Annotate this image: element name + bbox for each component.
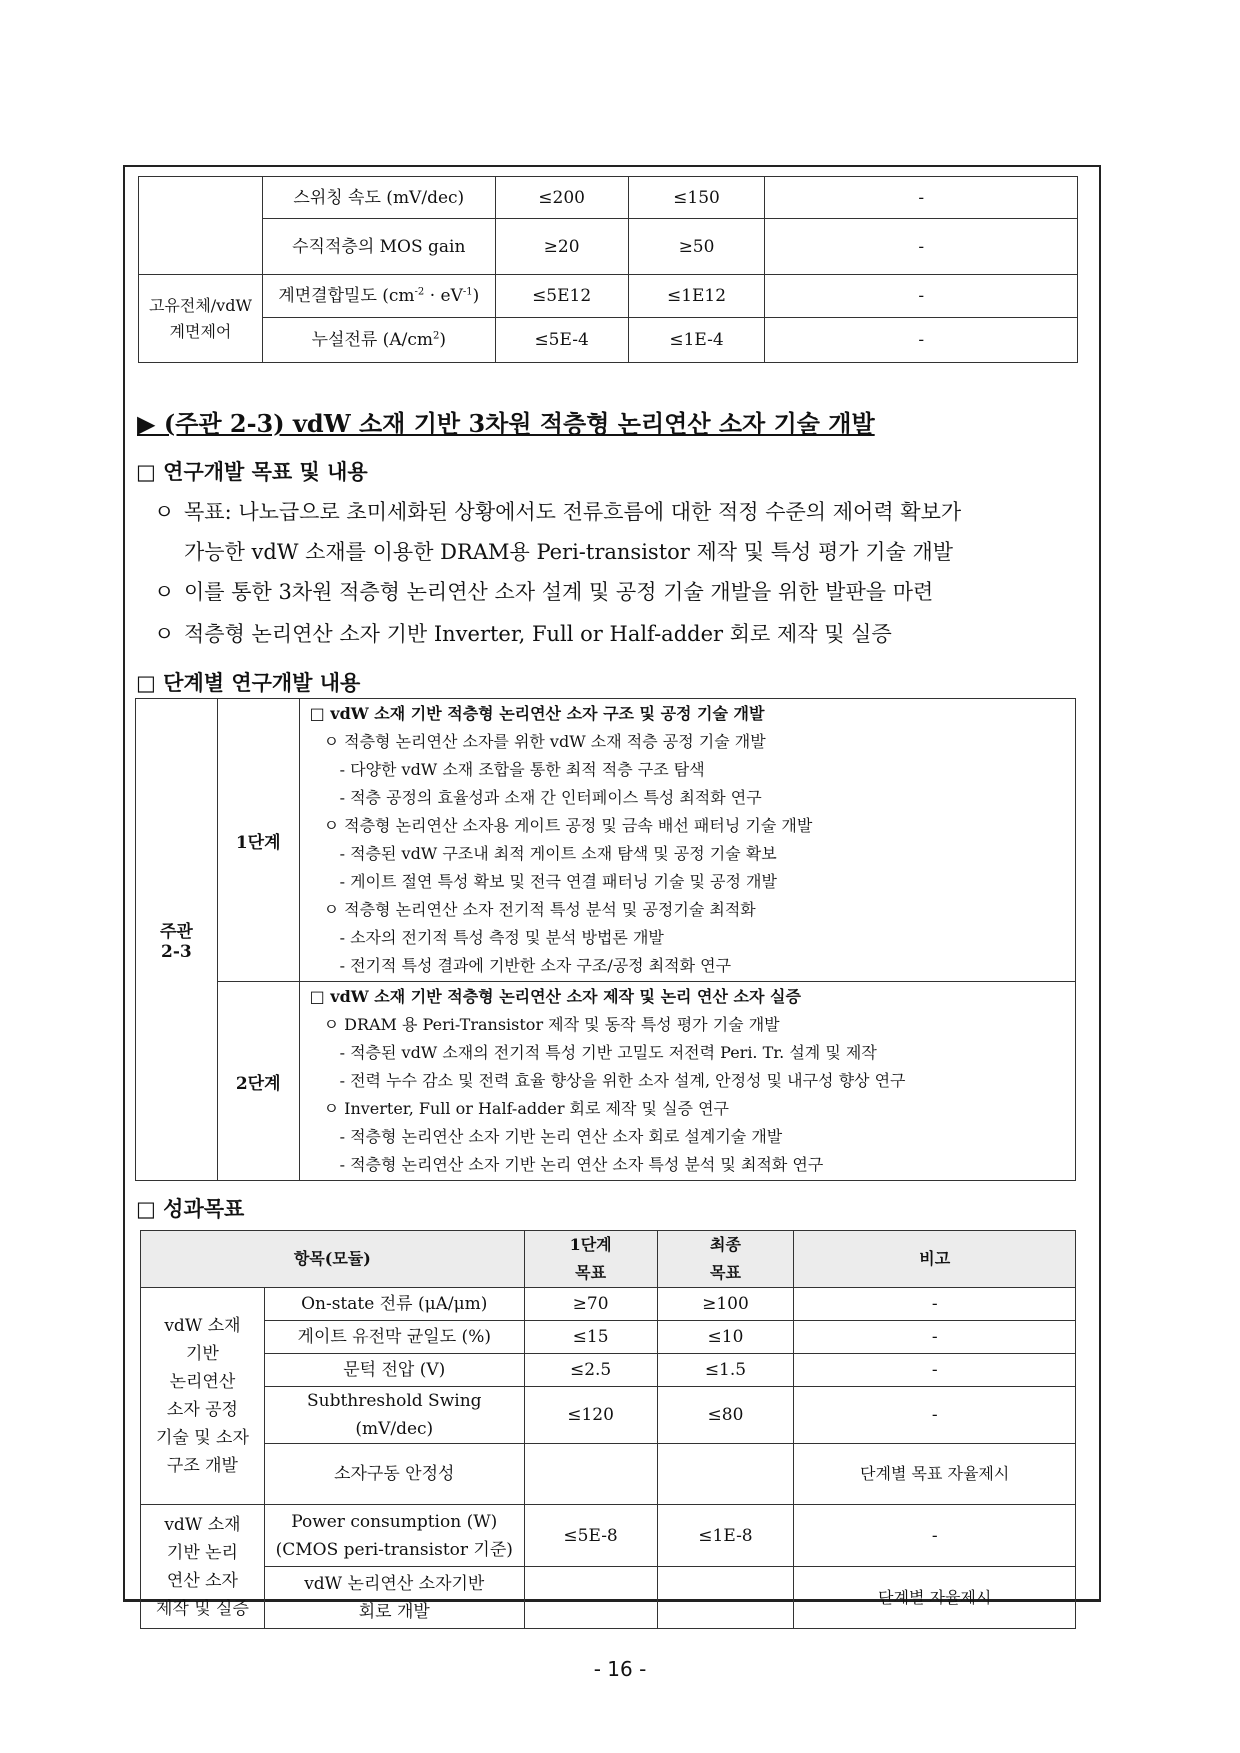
table-row bbox=[141, 1354, 1076, 1387]
bullet-text: 적층형 논리연산 소자 기반 Inverter, Full or Half-adder 회로 제작 및 실증 bbox=[184, 622, 892, 646]
stage-label: 2단계 bbox=[217, 982, 299, 1181]
table-row bbox=[141, 1567, 1076, 1629]
note-cell: - bbox=[794, 1321, 1076, 1354]
stage-item: ㅇ Inverter, Full or Half-adder 회로 제작 및 실증 연구 bbox=[323, 1099, 729, 1118]
note-cell: - bbox=[794, 1288, 1076, 1321]
value-cell: ≤1E-8 bbox=[657, 1505, 794, 1567]
table-row bbox=[136, 982, 1076, 1181]
value-cell bbox=[657, 1444, 794, 1505]
group-label-line: 구조 개발 bbox=[166, 1456, 238, 1476]
group-label-line: 기술 및 소자 bbox=[155, 1428, 249, 1448]
note-cell: - bbox=[794, 1505, 1076, 1567]
page-number: - 16 - bbox=[593, 1657, 647, 1681]
group-label-line: 고유전체/vdW bbox=[148, 295, 252, 315]
table-row bbox=[136, 699, 1076, 982]
table-row bbox=[139, 318, 1078, 363]
item-text: Power consumption (W) bbox=[291, 1511, 498, 1532]
group-label-line: vdW 소재 bbox=[164, 1514, 241, 1535]
header-note: 비고 bbox=[794, 1231, 1076, 1288]
superscript: -1 bbox=[462, 286, 473, 298]
table-row bbox=[139, 219, 1078, 275]
bullet-text: 이를 통한 3차원 적층형 논리연산 소자 설계 및 공정 기술 개발을 위한 발판을 마련 bbox=[184, 580, 934, 604]
item-cell: Subthreshold Swing (mV/dec) bbox=[264, 1387, 524, 1444]
table-row bbox=[141, 1444, 1076, 1505]
performance-section-title: □ 성과목표 bbox=[136, 1196, 245, 1221]
stage2-content bbox=[299, 982, 1075, 1181]
value-cell: ≤1E-4 bbox=[628, 318, 765, 363]
item-cell bbox=[262, 318, 495, 363]
group-label-line: 논리연산 bbox=[169, 1372, 236, 1392]
value-cell: ≤5E-4 bbox=[495, 318, 628, 363]
superscript: -2 bbox=[414, 286, 425, 298]
header-text: 1단계 bbox=[569, 1235, 612, 1254]
stage-label: 1단계 bbox=[217, 699, 299, 982]
item-cell bbox=[264, 1567, 524, 1629]
note-cell: - bbox=[794, 1354, 1076, 1387]
value-cell: ≤1.5 bbox=[657, 1354, 794, 1387]
value-cell: ≤15 bbox=[524, 1321, 657, 1354]
value-cell: ≤5E12 bbox=[495, 275, 628, 318]
stage-subitem: - 소자의 전기적 특성 측정 및 분석 방법론 개발 bbox=[339, 928, 664, 947]
value-cell: ≤2.5 bbox=[524, 1354, 657, 1387]
bullet-text: 가능한 vdW 소재를 이용한 DRAM용 Peri-transistor 제작 및 특성 평가 기술 개발 bbox=[184, 540, 954, 564]
value-cell bbox=[524, 1567, 657, 1629]
table-row bbox=[141, 1288, 1076, 1321]
bullet-item bbox=[154, 614, 892, 654]
value-cell: ≥100 bbox=[657, 1288, 794, 1321]
value-cell: ≤10 bbox=[657, 1321, 794, 1354]
group-label-line: 소자 공정 bbox=[166, 1400, 238, 1420]
group-label-line: 계면제어 bbox=[169, 321, 232, 341]
goal-section-title: □ 연구개발 목표 및 내용 bbox=[136, 459, 368, 484]
item-cell: 문턱 전압 (V) bbox=[264, 1354, 524, 1387]
header-row bbox=[141, 1231, 1076, 1288]
stage-subitem: - 적층된 vdW 구조내 최적 게이트 소재 탐색 및 공정 기술 확보 bbox=[339, 844, 777, 863]
spec-table-continued bbox=[138, 176, 1078, 363]
org-cell bbox=[136, 699, 218, 1181]
note-cell: - bbox=[765, 318, 1078, 363]
item-cell bbox=[262, 275, 495, 318]
value-cell bbox=[524, 1444, 657, 1505]
note-cell: - bbox=[765, 177, 1078, 219]
stage-subitem: - 적층 공정의 효율성과 소재 간 인터페이스 특성 최적화 연구 bbox=[339, 788, 762, 807]
table-row bbox=[141, 1387, 1076, 1444]
stage-subitem: - 전력 누수 감소 및 전력 효율 향상을 위한 소자 설계, 안정성 및 내구성 향상 연구 bbox=[339, 1071, 906, 1090]
group-label-cell bbox=[141, 1288, 265, 1505]
value-cell bbox=[657, 1567, 794, 1629]
stage-section-title: □ 단계별 연구개발 내용 bbox=[136, 670, 361, 695]
table-row bbox=[141, 1321, 1076, 1354]
stage-subitem: - 다양한 vdW 소재 조합을 통한 최적 적층 구조 탐색 bbox=[339, 760, 705, 779]
item-cell: On-state 전류 (μA/μm) bbox=[264, 1288, 524, 1321]
stage-item: ㅇ 적층형 논리연산 소자 전기적 특성 분석 및 공정기술 최적화 bbox=[323, 900, 756, 919]
item-text: ) bbox=[439, 330, 446, 350]
header-item: 항목(모듈) bbox=[141, 1231, 525, 1288]
stage-subitem: - 적층형 논리연산 소자 기반 논리 연산 소자 회로 설계기술 개발 bbox=[339, 1127, 783, 1146]
header-text: 최종 bbox=[710, 1235, 741, 1254]
group-label-line: 기반 bbox=[186, 1344, 219, 1364]
stage-subitem: - 적층형 논리연산 소자 기반 논리 연산 소자 특성 분석 및 최적화 연구 bbox=[339, 1155, 824, 1174]
stage-item: ㅇ 적층형 논리연산 소자용 게이트 공정 및 금속 배선 패터닝 기술 개발 bbox=[323, 816, 813, 835]
stage-item: ㅇ DRAM 용 Peri-Transistor 제작 및 동작 특성 평가 기술 개발 bbox=[323, 1015, 780, 1034]
org-label: 주관 bbox=[159, 922, 193, 942]
stage-heading: □ vdW 소재 기반 적층형 논리연산 소자 구조 및 공정 기술 개발 bbox=[309, 704, 765, 723]
note-cell: - bbox=[765, 219, 1078, 275]
stage-subitem: - 적층된 vdW 소재의 전기적 특성 기반 고밀도 저전력 Peri. Tr. 설계 및 제작 bbox=[339, 1043, 877, 1062]
table-row bbox=[139, 275, 1078, 318]
item-cell: 스위칭 속도 (mV/dec) bbox=[262, 177, 495, 219]
bullet-text: 목표: 나노급으로 초미세화된 상황에서도 전류흐름에 대한 적정 수준의 제어력 확보가 bbox=[184, 500, 962, 524]
value-cell: ≤200 bbox=[495, 177, 628, 219]
group-label-line: 제작 및 실증 bbox=[155, 1598, 249, 1619]
note-cell: - bbox=[794, 1387, 1076, 1444]
value-cell: ≤150 bbox=[628, 177, 765, 219]
item-text: 회로 개발 bbox=[358, 1601, 430, 1622]
bullet-marker: ㅇ bbox=[154, 622, 175, 646]
value-cell: ≤80 bbox=[657, 1387, 794, 1444]
header-text: 목표 bbox=[575, 1263, 607, 1282]
note-cell: - bbox=[765, 275, 1078, 318]
item-text: 누설전류 (A/cm bbox=[311, 330, 433, 350]
stage-item: ㅇ 적층형 논리연산 소자를 위한 vdW 소재 적층 공정 기술 개발 bbox=[323, 732, 766, 751]
group-label-line: 기반 논리 bbox=[166, 1542, 238, 1563]
note-cell: 단계별 목표 자율제시 bbox=[794, 1444, 1076, 1505]
value-cell: ≤1E12 bbox=[628, 275, 765, 318]
header-stage1 bbox=[524, 1231, 657, 1288]
group-label-line: vdW 소재 bbox=[164, 1316, 241, 1336]
item-cell: 게이트 유전막 균일도 (%) bbox=[264, 1321, 524, 1354]
header-text: 목표 bbox=[710, 1263, 741, 1282]
item-text: ) bbox=[472, 286, 480, 306]
stage-heading: □ vdW 소재 기반 적층형 논리연산 소자 제작 및 논리 연산 소자 실증 bbox=[309, 987, 801, 1006]
stage-subitem: - 전기적 특성 결과에 기반한 소자 구조/공정 최적화 연구 bbox=[339, 956, 732, 975]
stage-table bbox=[135, 698, 1076, 1181]
section-heading: ▶ (주관 2-3) vdW 소재 기반 3차원 적층형 논리연산 소자 기술 개발 bbox=[137, 409, 875, 438]
value-cell: ≤5E-8 bbox=[524, 1505, 657, 1567]
item-text: 계면결합밀도 (cm bbox=[278, 286, 415, 306]
item-text: · eV bbox=[424, 286, 463, 306]
group-label-cell bbox=[141, 1505, 265, 1629]
bullet-marker: ㅇ bbox=[154, 500, 175, 524]
table-row bbox=[141, 1505, 1076, 1567]
group-label-cell bbox=[139, 275, 263, 363]
bullet-item bbox=[154, 572, 933, 612]
stage1-content bbox=[299, 699, 1075, 982]
header-final bbox=[657, 1231, 794, 1288]
value-cell: ≥50 bbox=[628, 219, 765, 275]
item-cell bbox=[264, 1505, 524, 1567]
item-cell: 수직적층의 MOS gain bbox=[262, 219, 495, 275]
value-cell: ≥70 bbox=[524, 1288, 657, 1321]
value-cell: ≤120 bbox=[524, 1387, 657, 1444]
superscript: 2 bbox=[432, 330, 440, 342]
table-row bbox=[139, 177, 1078, 219]
performance-table bbox=[140, 1230, 1076, 1629]
value-cell: ≥20 bbox=[495, 219, 628, 275]
item-text: (CMOS peri-transistor 기준) bbox=[275, 1539, 513, 1560]
bullet-marker: ㅇ bbox=[154, 580, 175, 604]
item-cell: 소자구동 안정성 bbox=[264, 1444, 524, 1505]
group-label-line: 연산 소자 bbox=[166, 1570, 238, 1591]
note-cell: 단계별 자율제시 bbox=[794, 1567, 1076, 1629]
item-text: vdW 논리연산 소자기반 bbox=[304, 1573, 485, 1594]
stage-subitem: - 게이트 절연 특성 확보 및 전극 연결 패터닝 기술 및 공정 개발 bbox=[339, 872, 777, 891]
org-label: 2-3 bbox=[161, 942, 192, 962]
bullet-item bbox=[154, 492, 961, 572]
empty-cell bbox=[139, 177, 263, 275]
